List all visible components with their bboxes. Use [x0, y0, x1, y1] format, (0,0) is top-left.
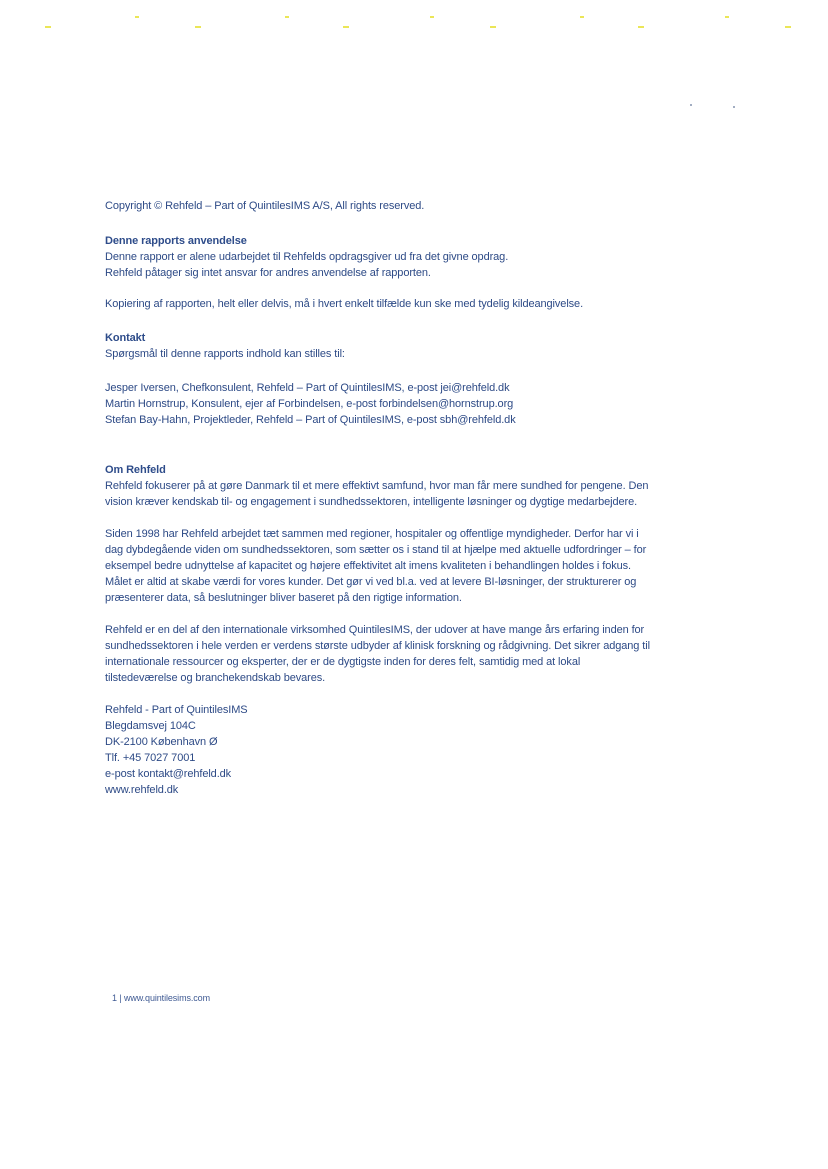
address-website: www.rehfeld.dk [105, 784, 179, 796]
about-line: dag dybdegående viden om sundhedssektoren, som sætter os i stand til at hjælpe med aktuelle udfordringer – for [105, 544, 647, 556]
about-paragraph-quintiles [105, 622, 685, 686]
scan-mark [285, 16, 289, 18]
scan-mark [135, 16, 139, 18]
contact-person: Jesper Iversen, Chefkonsulent, Rehfeld – Part of QuintilesIMS, e-post jei@rehfeld.dk [105, 382, 510, 394]
contact-person: Martin Hornstrup, Konsulent, ejer af Forbindelsen, e-post forbindelsen@hornstrup.org [105, 398, 514, 410]
about-line: præsenterer data, så beslutninger bliver baseret på den rigtige information. [105, 592, 462, 604]
scan-mark [490, 26, 496, 28]
usage-line: Rehfeld påtager sig intet ansvar for andres anvendelse af rapporten. [105, 267, 431, 279]
scan-artifact-marks [0, 20, 828, 40]
scan-mark [580, 16, 584, 18]
scan-mark [785, 26, 791, 28]
about-line: sundhedssektoren i hele verden er verdens største udbyder af klinisk forskning og rådgivning. Det sikrer adgang til [105, 640, 650, 652]
about-line: Rehfeld er en del af den internationale virksomhed QuintilesIMS, der udover at have mange års erfaring inden for [105, 624, 645, 636]
scan-mark [638, 26, 644, 28]
usage-section [105, 233, 685, 281]
address-line: DK-2100 København Ø [105, 736, 218, 748]
scan-mark [45, 26, 51, 28]
address-line: Blegdamsvej 104C [105, 720, 196, 732]
scan-dot [733, 106, 735, 108]
about-line: tilstedeværelse og branchekendskab bevares. [105, 672, 326, 684]
address-email: e-post kontakt@rehfeld.dk [105, 768, 232, 780]
scan-dot [690, 104, 692, 106]
about-line: Rehfeld fokuserer på at gøre Danmark til et mere effektivt samfund, hvor man får mere sundhed for pengene. Den [105, 480, 649, 492]
about-line: vision kræver kendskab til- og engagement i sundhedssektoren, intelligente løsninger og dygtige medarbejdere. [105, 496, 638, 508]
company-address [105, 702, 685, 798]
page-footer: 1 | www.quintilesims.com [112, 993, 210, 1003]
usage-line: Denne rapport er alene udarbejdet til Rehfelds opdragsgiver ud fra det givne opdrag. [105, 251, 509, 263]
about-paragraph-history [105, 526, 685, 606]
contact-persons [105, 380, 685, 428]
about-line: Siden 1998 har Rehfeld arbejdet tæt sammen med regioner, hospitaler og offentlige myndigheder. Derfor har vi i [105, 528, 639, 540]
copying-notice: Kopiering af rapporten, helt eller delvis, må i hvert enkelt tilfælde kun ske med tydelig kildeangivelse. [105, 298, 584, 310]
about-line: eksempel bedre udnyttelse af kapacitet og højere effektivitet alt imens kvaliteten i behandlingen holdes i fokus. [105, 560, 631, 572]
scan-mark [430, 16, 434, 18]
scan-mark [725, 16, 729, 18]
address-line: Rehfeld - Part of QuintilesIMS [105, 704, 248, 716]
copyright-notice: Copyright © Rehfeld – Part of QuintilesIMS A/S, All rights reserved. [105, 200, 425, 212]
contact-person: Stefan Bay-Hahn, Projektleder, Rehfeld – Part of QuintilesIMS, e-post sbh@rehfeld.dk [105, 414, 516, 426]
address-phone: Tlf. +45 7027 7001 [105, 752, 196, 764]
contact-intro: Spørgsmål til denne rapports indhold kan stilles til: [105, 348, 345, 360]
usage-heading: Denne rapports anvendelse [105, 235, 247, 247]
scan-mark [195, 26, 201, 28]
about-line: internationale ressourcer og eksperter, der er de dygtigste inden for deres felt, samtidig med at lokal [105, 656, 581, 668]
document-body [105, 198, 685, 798]
about-heading: Om Rehfeld [105, 464, 166, 476]
about-section [105, 462, 685, 510]
about-line: Målet er altid at skabe værdi for vores kunder. Det gør vi ved bl.a. ved at levere BI-løsninger, der strukturerer og [105, 576, 637, 588]
contact-section [105, 330, 685, 362]
scan-mark [343, 26, 349, 28]
contact-heading: Kontakt [105, 332, 146, 344]
